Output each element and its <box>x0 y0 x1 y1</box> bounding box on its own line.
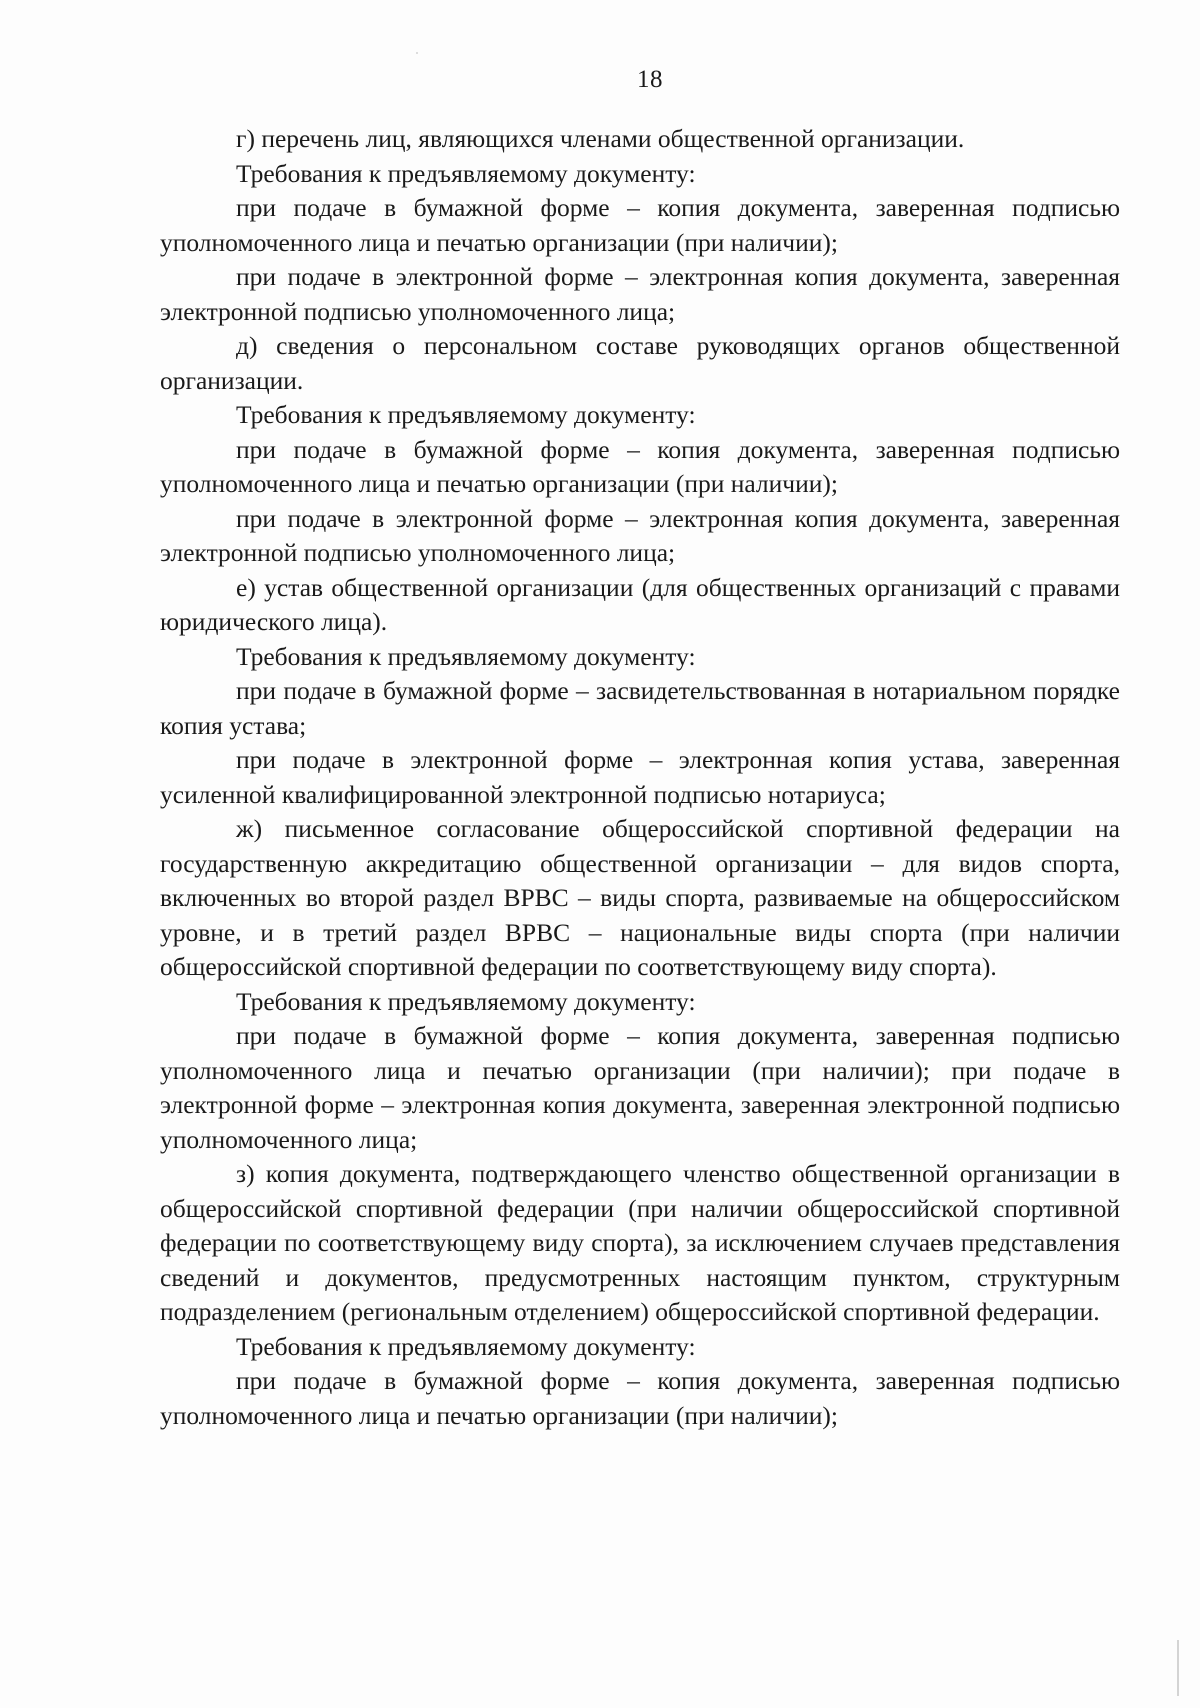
paragraph: г) перечень лиц, являющихся членами общественной организации. <box>236 124 965 153</box>
paragraph: Требования к предъявляемому документу: <box>236 641 696 671</box>
paragraph: при подаче в электронной форме – электронная копия документа, заверенная электронной подписью уполномоченного лица; <box>160 503 1120 567</box>
scan-edge-mark <box>1177 1640 1179 1696</box>
paragraph: Требования к предъявляемому документу: <box>236 400 696 429</box>
document-body <box>160 122 1120 1433</box>
paragraph: при подаче в бумажной форме – копия документа, заверенная подписью уполномоченного лица и печатью организации (при наличии); <box>160 434 1120 498</box>
paragraph: Требования к предъявляемому документу: <box>236 158 696 188</box>
page-number: 18 <box>637 66 663 93</box>
paragraph: д) сведения о персональном составе руководящих органов общественной организации. <box>160 331 1120 395</box>
paragraph: ж) письменное согласование общероссийской спортивной федерации на государственную аккредитацию общественной организации – для видов спорта, включенных во второй раздел ВРВС – виды спорта, развиваемые на общероссийском уровне, и в третий раздел ВРВС – национальные виды спорта (при наличии общероссийской спортивной федерации по соответствующему виду спорта). <box>160 814 1120 981</box>
scan-speck <box>416 52 418 54</box>
paragraph: при подаче в бумажной форме – копия документа, заверенная подписью уполномоченного лица и печатью организации (при наличии); при подаче в электронной форме – электронная копия документа, заверенная электронной подписью уполномоченного лица; <box>160 1021 1120 1154</box>
paragraph: з) копия документа, подтверждающего членство общественной организации в общероссийской спортивной федерации (при наличии общероссийской спортивной федерации по соответствующему виду спорта), за исключением случаев представления сведений и документов, предусмотренных настоящим пунктом, структурным подразделением (региональным отделением) общероссийской спортивной федерации. <box>160 1159 1120 1326</box>
paragraph: е) устав общественной организации (для общественных организаций с правами юридического лица). <box>160 572 1120 636</box>
paragraph: при подаче в бумажной форме – копия документа, заверенная подписью уполномоченного лица и печатью организации (при наличии); <box>160 193 1120 257</box>
paragraph: Требования к предъявляемому документу: <box>236 986 696 1016</box>
paragraph: при подаче в электронной форме – электронная копия документа, заверенная электронной подписью уполномоченного лица; <box>160 262 1120 326</box>
paragraph: при подаче в электронной форме – электронная копия устава, заверенная усиленной квалифицированной электронной подписью нотариуса; <box>160 745 1120 809</box>
paragraph: при подаче в бумажной форме – засвидетельствованная в нотариальном порядке копия устава; <box>160 676 1120 740</box>
paragraph: Требования к предъявляемому документу: <box>236 1331 696 1361</box>
paragraph: при подаче в бумажной форме – копия документа, заверенная подписью уполномоченного лица и печатью организации (при наличии); <box>160 1366 1120 1430</box>
